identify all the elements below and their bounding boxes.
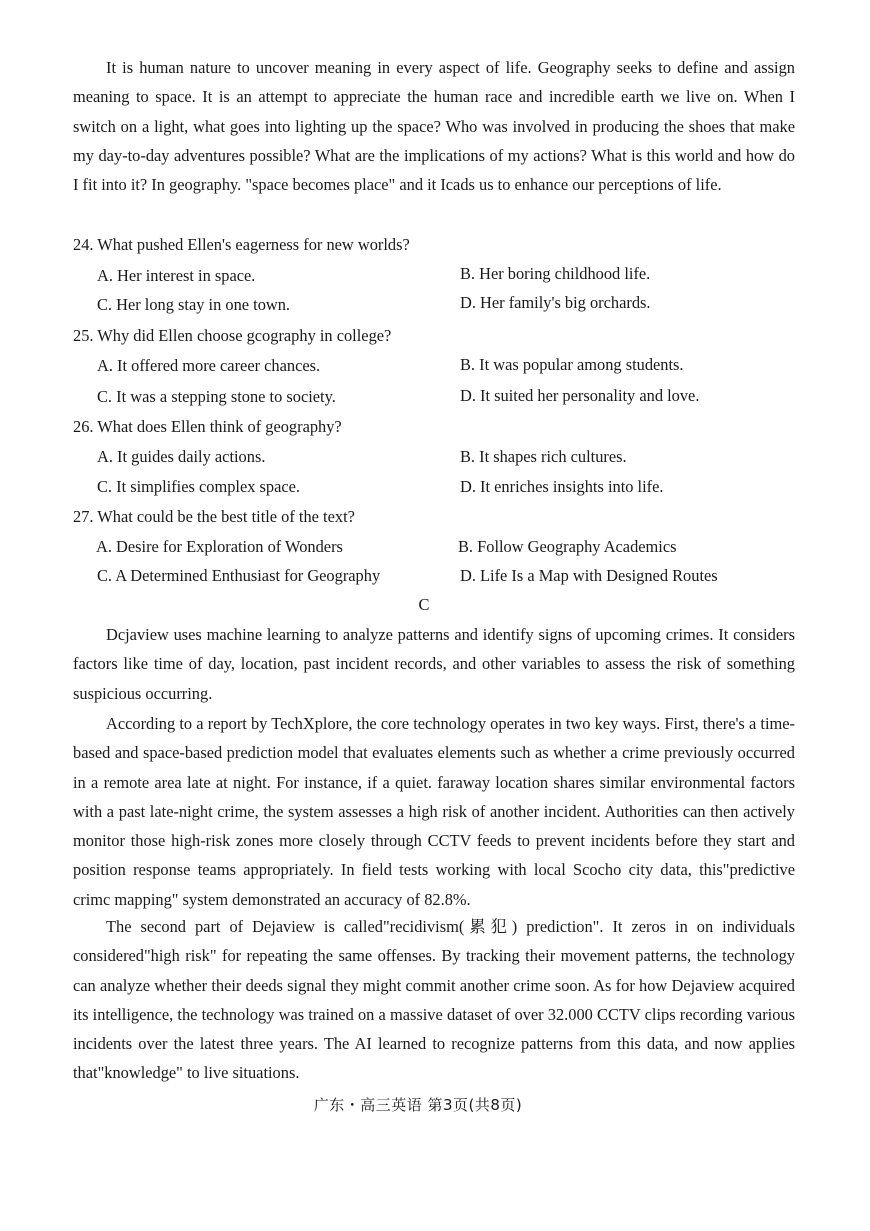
question-25-option-b[interactable]: B. It was popular among students. <box>460 355 684 374</box>
question-24-option-d[interactable]: D. Her family's big orchards. <box>460 293 651 312</box>
question-24-option-b[interactable]: B. Her boring childhood life. <box>460 264 651 283</box>
question-26-option-b[interactable]: B. It shapes rich cultures. <box>460 447 627 466</box>
question-27-option-d[interactable]: D. Life Is a Map with Designed Routes <box>460 566 718 585</box>
question-27-option-b[interactable]: B. Follow Geography Academics <box>458 537 677 556</box>
passage-c-paragraph-1: Dcjaview uses machine learning to analyze patterns and identify signs of upcoming crimes. It considers factors like time of day, location, past incident records, and other variables to assess the risk of something suspicious occurring. <box>73 625 795 703</box>
question-26-option-a[interactable]: A. It guides daily actions. <box>97 447 266 466</box>
question-26-stem: 26. What does Ellen think of geography? <box>73 417 342 436</box>
question-24-option-c[interactable]: C. Her long stay in one town. <box>97 295 291 314</box>
question-27-stem: 27. What could be the best title of the text? <box>73 507 355 526</box>
question-25-option-c[interactable]: C. It was a stepping stone to society. <box>97 387 336 406</box>
question-27-option-a[interactable]: A. Desire for Exploration of Wonders <box>96 537 343 556</box>
question-25-option-d[interactable]: D. It suited her personality and love. <box>460 386 700 405</box>
question-24-option-a[interactable]: A. Her interest in space. <box>97 266 256 285</box>
passage-c-paragraph-2: According to a report by TechXplore, the core technology operates in two key ways. First, there's a time-based and space-based prediction model that evaluates elements such as whether a crime previously occurred in a remote area late at night. For instance, if a quiet. faraway location shares similar environmental factors with a past late-night crime, the system assesses a high risk of another incident. Authorities can then actively monitor those high-risk zones more closely through CCTV feeds to prevent incidents before they start and position response teams appropriately. In field tests working with local Scocho city data, this"predictive crimc mapping" system demonstrated an accuracy of 82.8%. <box>73 714 795 909</box>
section-c-label: C <box>418 595 430 614</box>
question-25-stem: 25. Why did Ellen choose gcography in college? <box>73 326 392 345</box>
passage-b-paragraph: It is human nature to uncover meaning in every aspect of life. Geography seeks to define and assign meaning to space. It is an attempt to appreciate the human race and incredible earth we live on. When I switch on a light, what goes into lighting up the space? Who was involved in producing the shoes that make my day-to-day adventures possible? What are the implications of my actions? What is this world and how do I fit into it? In geography. "space becomes place" and it Icads us to enhance our perceptions of life. <box>73 58 795 195</box>
question-26-option-d[interactable]: D. It enriches insights into life. <box>460 477 664 496</box>
page-footer: 广东・高三英语 第3页(共8页) <box>313 1096 523 1114</box>
passage-c-paragraph-3: The second part of Dejaview is called"recidivism(累犯) prediction". It zeros in on individuals considered"high risk" for repeating the same offenses. By tracking their movement patterns, the technology can analyze whether their deeds signal they might commit another crime soon. As for how Dejaview acquired its intelligence, the technology was trained on a massive dataset of over 32.000 CCTV clips recording various incidents over the latest three years. The AI learned to recognize patterns from this data, and now applies that"knowledge" to live situations. <box>73 917 795 1083</box>
question-27-option-c[interactable]: C. A Determined Enthusiast for Geography <box>97 566 381 585</box>
question-25-option-a[interactable]: A. It offered more career chances. <box>97 356 321 375</box>
question-24-stem: 24. What pushed Ellen's eagerness for new worlds? <box>73 235 410 254</box>
question-26-option-c[interactable]: C. It simplifies complex space. <box>97 477 301 496</box>
